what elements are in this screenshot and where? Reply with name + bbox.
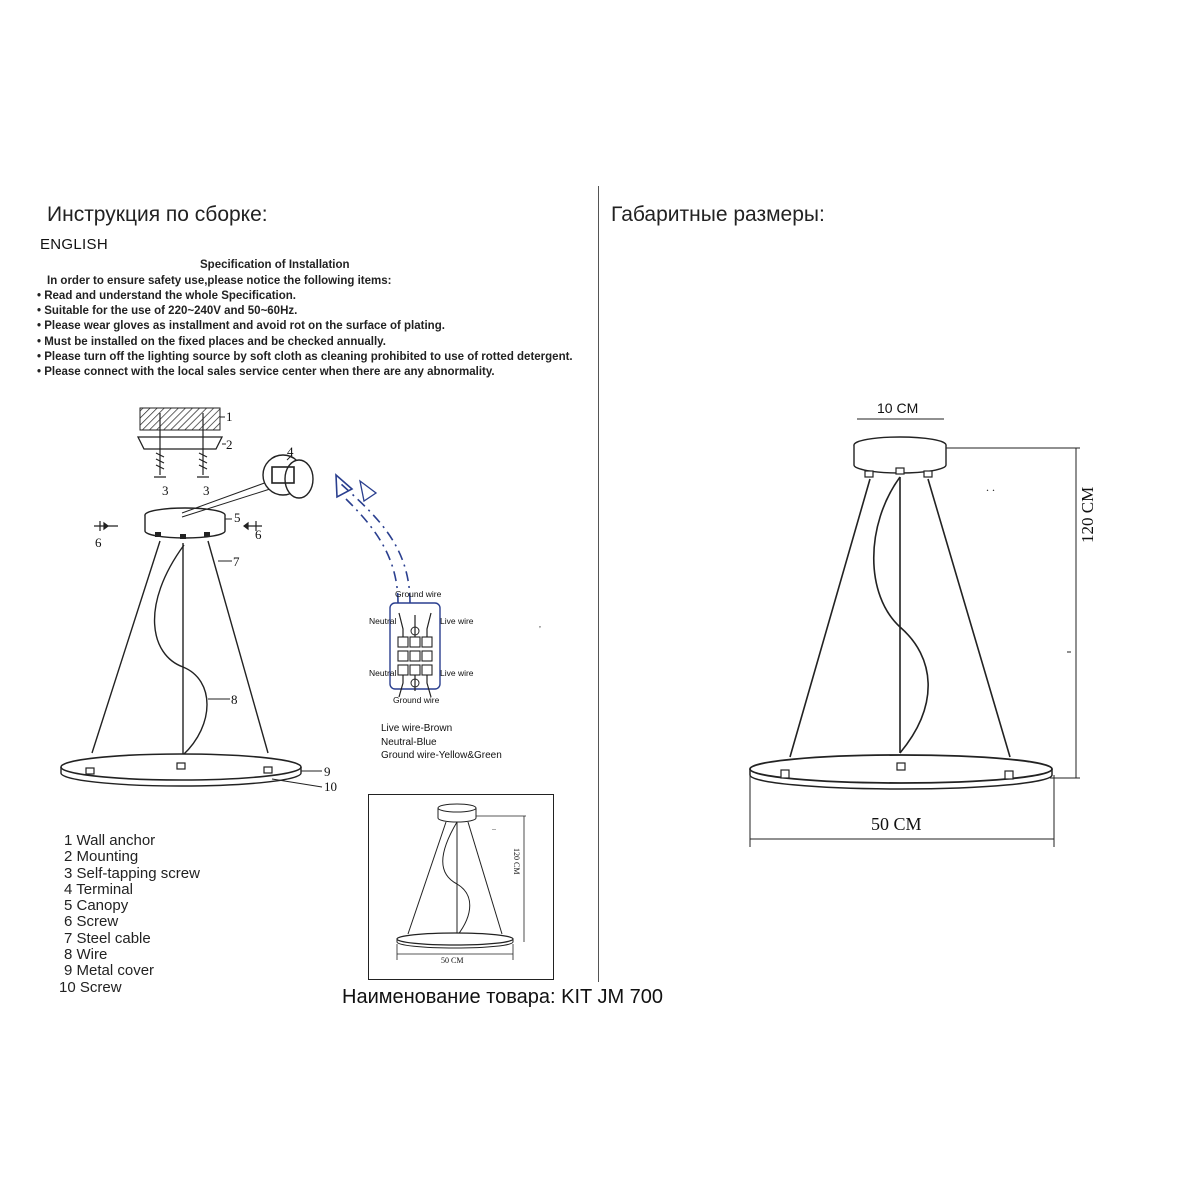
callout-number: 2 (226, 437, 233, 452)
wiring-label-live-bottom: Live wire (440, 668, 474, 678)
spec-title: Specification of Installation (200, 259, 350, 271)
thumb-mark: .. (492, 823, 496, 832)
callout-number: 3 (203, 483, 210, 498)
callout-number: 5 (234, 510, 241, 525)
spec-item: • Please connect with the local sales service center when there are any abnormality. (37, 366, 495, 379)
callout-number: 10 (324, 779, 337, 794)
spec-intro: In order to ensure safety use,please notice the following items: (47, 275, 392, 287)
thumb-height-label: 120 CM (512, 848, 521, 875)
stray-mark: . . (986, 480, 995, 494)
arrow-head-icon (360, 481, 376, 501)
steel-cables (92, 541, 268, 755)
parts-item: 7 Steel cable (64, 929, 151, 947)
spec-item: • Must be installed on the fixed places and be checked annually. (37, 335, 386, 348)
callout-number: 7 (233, 554, 240, 569)
callout-leader (272, 779, 322, 787)
wiring-label-ground-top: Ground wire (395, 589, 442, 599)
parts-item: 3 Self-tapping screw (64, 864, 200, 882)
parts-item: 10 Screw (59, 978, 122, 996)
callout-number: 6 (95, 535, 102, 550)
terminal-grid (398, 637, 432, 675)
parts-item: 6 Screw (64, 913, 119, 931)
spec-item: • Suitable for the use of 220~240V and 50~60Hz. (37, 305, 298, 318)
wiring-label-neutral-top: Neutral (369, 616, 397, 626)
thumb-ring (397, 933, 513, 945)
callout-number: 9 (324, 764, 331, 779)
parts-item: 2 Mounting (64, 848, 139, 866)
callout-number: 3 (162, 483, 169, 498)
legend-item: Ground wire-Yellow&Green (381, 750, 502, 761)
spec-item: • Please turn off the lighting source by soft cloth as cleaning prohibited to use of rotted detergent. (37, 350, 573, 363)
diameter-label: 50 CM (871, 814, 922, 834)
wiring-label-ground-bottom: Ground wire (393, 695, 440, 705)
assembly-heading: Инструкция по сборке: (47, 203, 268, 226)
thumb-cables (408, 822, 502, 936)
dimensions-heading: Габаритные размеры: (611, 203, 825, 226)
callout-number: 8 (231, 692, 238, 707)
parts-item: 1 Wall anchor (64, 832, 156, 849)
thumb-canopy (438, 804, 476, 812)
wire-color-legend (381, 722, 502, 763)
callout-number: 1 (226, 409, 233, 424)
mounting-plate (138, 437, 222, 449)
parts-item: 5 Canopy (64, 897, 129, 915)
product-name: Наименование товара: KIT JM 700 (342, 986, 664, 1008)
wiring-label-live-top: Live wire (440, 616, 474, 626)
parts-list (59, 833, 200, 996)
ceiling-hatch (140, 408, 220, 430)
spec-item: • Please wear gloves as installment and avoid rot on the surface of plating. (37, 320, 445, 333)
zoom-leader (182, 489, 270, 517)
stray-mark: , (539, 620, 541, 629)
callout-number: 6 (255, 527, 262, 542)
dashed-arrow (346, 499, 398, 603)
dashed-arrow (340, 483, 410, 603)
wiring-label-neutral-bottom: Neutral (369, 668, 397, 678)
thumb-diameter-label: 50 CM (441, 956, 464, 965)
thumbnail-drawing (368, 794, 554, 980)
callout-number: 4 (287, 444, 294, 459)
zoom-leader (182, 481, 270, 513)
steel-cables (790, 477, 1010, 757)
parts-item: 9 Metal cover (64, 962, 155, 980)
legend-item: Neutral-Blue (381, 736, 437, 748)
spec-list (37, 289, 573, 380)
installation-diagram (0, 395, 600, 815)
spec-item: • Read and understand the whole Specification. (37, 290, 296, 302)
parts-item: 4 Terminal (64, 880, 133, 898)
legend-item: Live wire-Brown (381, 723, 453, 734)
terminal-zoom (285, 460, 313, 498)
canopy-width-label: 10 CM (877, 400, 919, 416)
height-label: 120 CM (1078, 486, 1097, 543)
dimension-drawing (600, 395, 1200, 855)
parts-item: 8 Wire (64, 946, 108, 964)
language-label: ENGLISH (40, 236, 108, 253)
